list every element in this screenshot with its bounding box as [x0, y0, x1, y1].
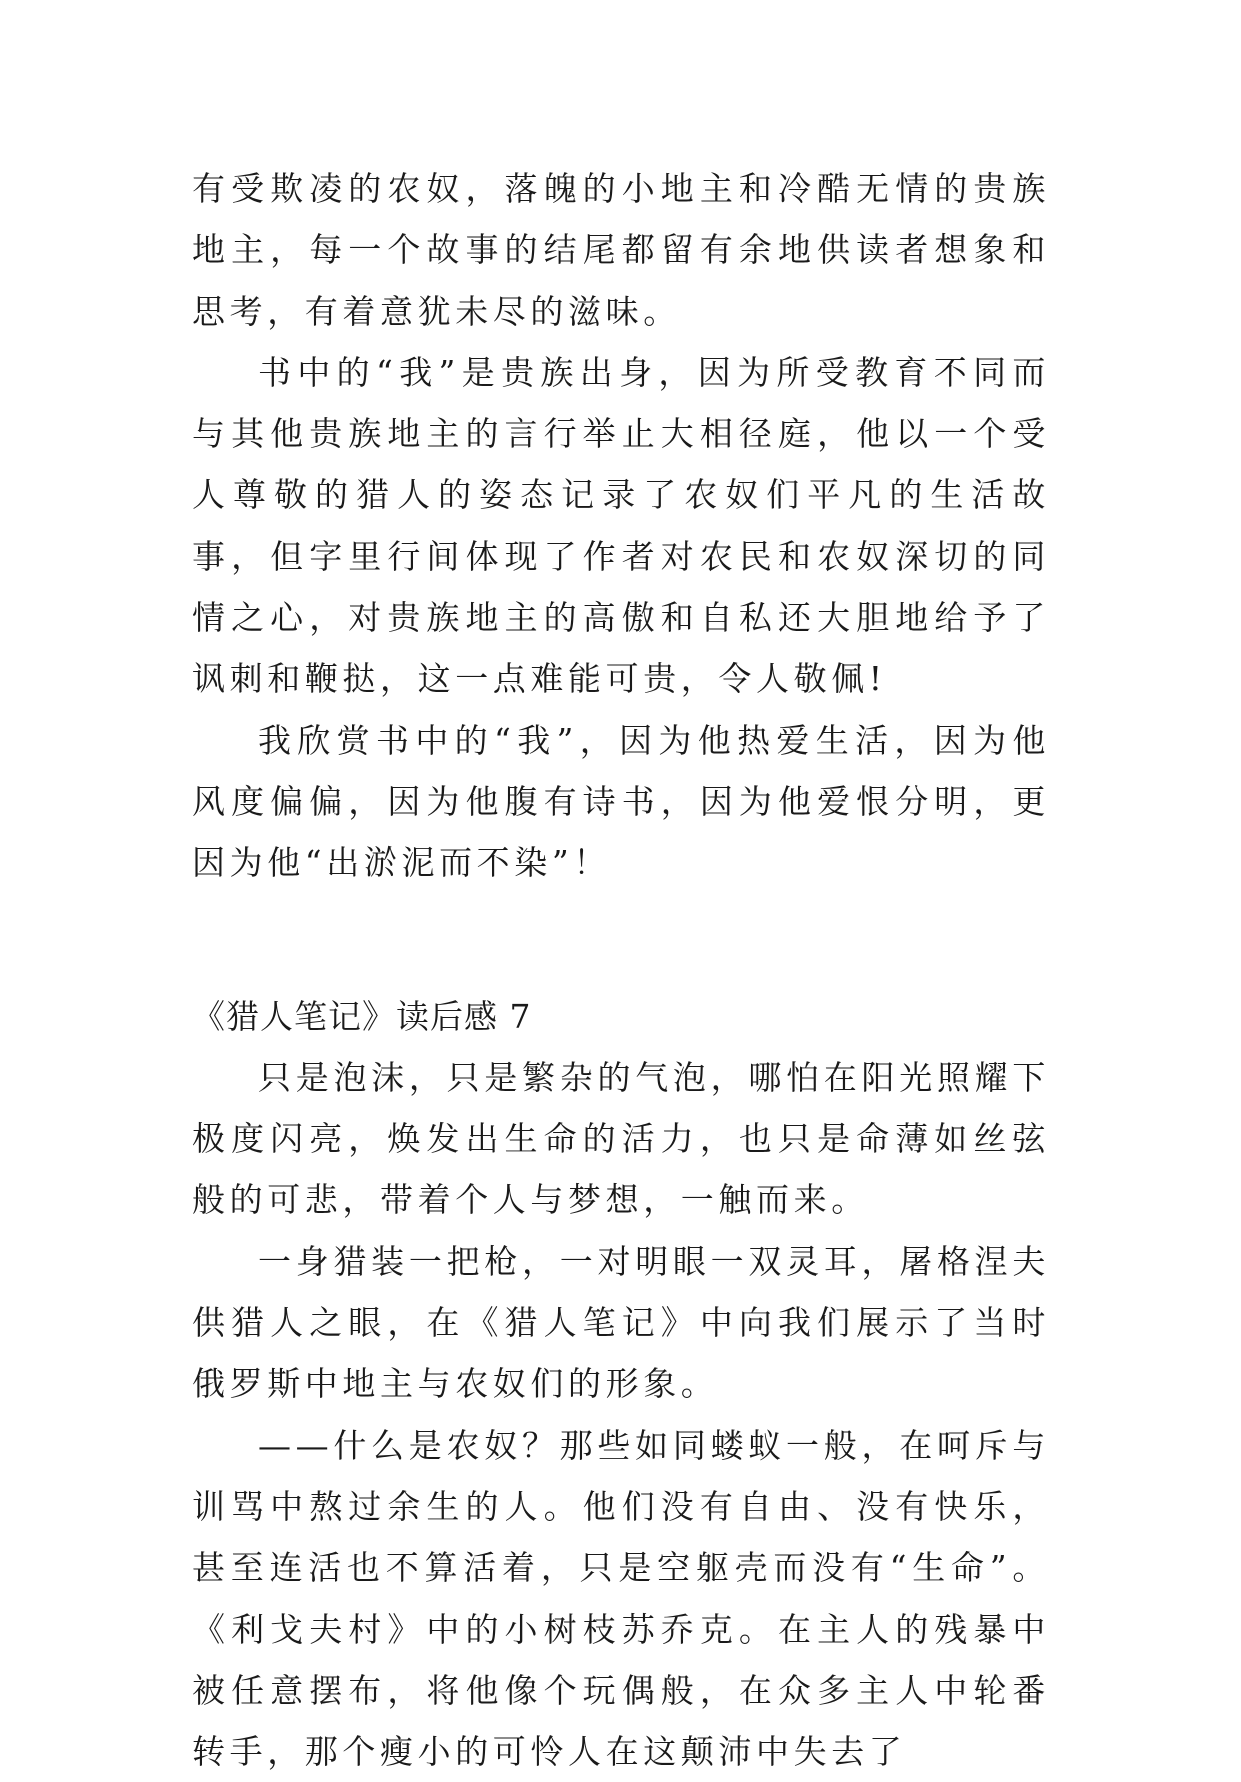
paragraph-continuation: 有受欺凌的农奴，落魄的小地主和冷酷无情的贵族地主，每一个故事的结尾都留有余地供读者想象和思考，有着意犹未尽的滋味。 [192, 169, 1050, 331]
document-body [192, 158, 1050, 1782]
paragraph-bubbles: 只是泡沫，只是繁杂的气泡，哪怕在阳光照耀下极度闪亮，焕发出生命的活力，也只是命薄如丝弦般的可悲，带着个人与梦想，一触而来。 [192, 1057, 1050, 1220]
paragraph-hunter-eyes: 一身猎装一把枪，一对明眼一双灵耳，屠格涅夫供猎人之眼，在《猎人笔记》中向我们展示了当时俄罗斯中地主与农奴们的形象。 [192, 1241, 1050, 1404]
paragraph-appreciation: 我欣赏书中的“我”，因为他热爱生活，因为他风度偏偏，因为他腹有诗书，因为他爱恨分明，更因为他“出淤泥而不染”！ [192, 720, 1050, 883]
paragraph-narrator-background: 书中的“我”是贵族出身，因为所受教育不同而与其他贵族地主的言行举止大相径庭，他以一个受人尊敬的猎人的姿态记录了农奴们平凡的生活故事，但字里行间体现了作者对农民和农奴深切的同情之心，对贵族地主的高傲和自私还大胆地给予了讽刺和鞭挞，这一点难能可贵，令人敬佩! [192, 352, 1050, 699]
paragraph-what-is-serf: ——什么是农奴？那些如同蝼蚁一般，在呵斥与训骂中熬过余生的人。他们没有自由、没有快乐，甚至连活也不算活着，只是空躯壳而没有“生命”。《利戈夫村》中的小树枝苏乔克。在主人的残暴中被任意摆布，将他像个玩偶般，在众多主人中轮番转手，那个瘦小的可怜人在这颠沛中失去了 [192, 1425, 1050, 1772]
section-heading: 《猎人笔记》读后感 7 [192, 996, 532, 1036]
